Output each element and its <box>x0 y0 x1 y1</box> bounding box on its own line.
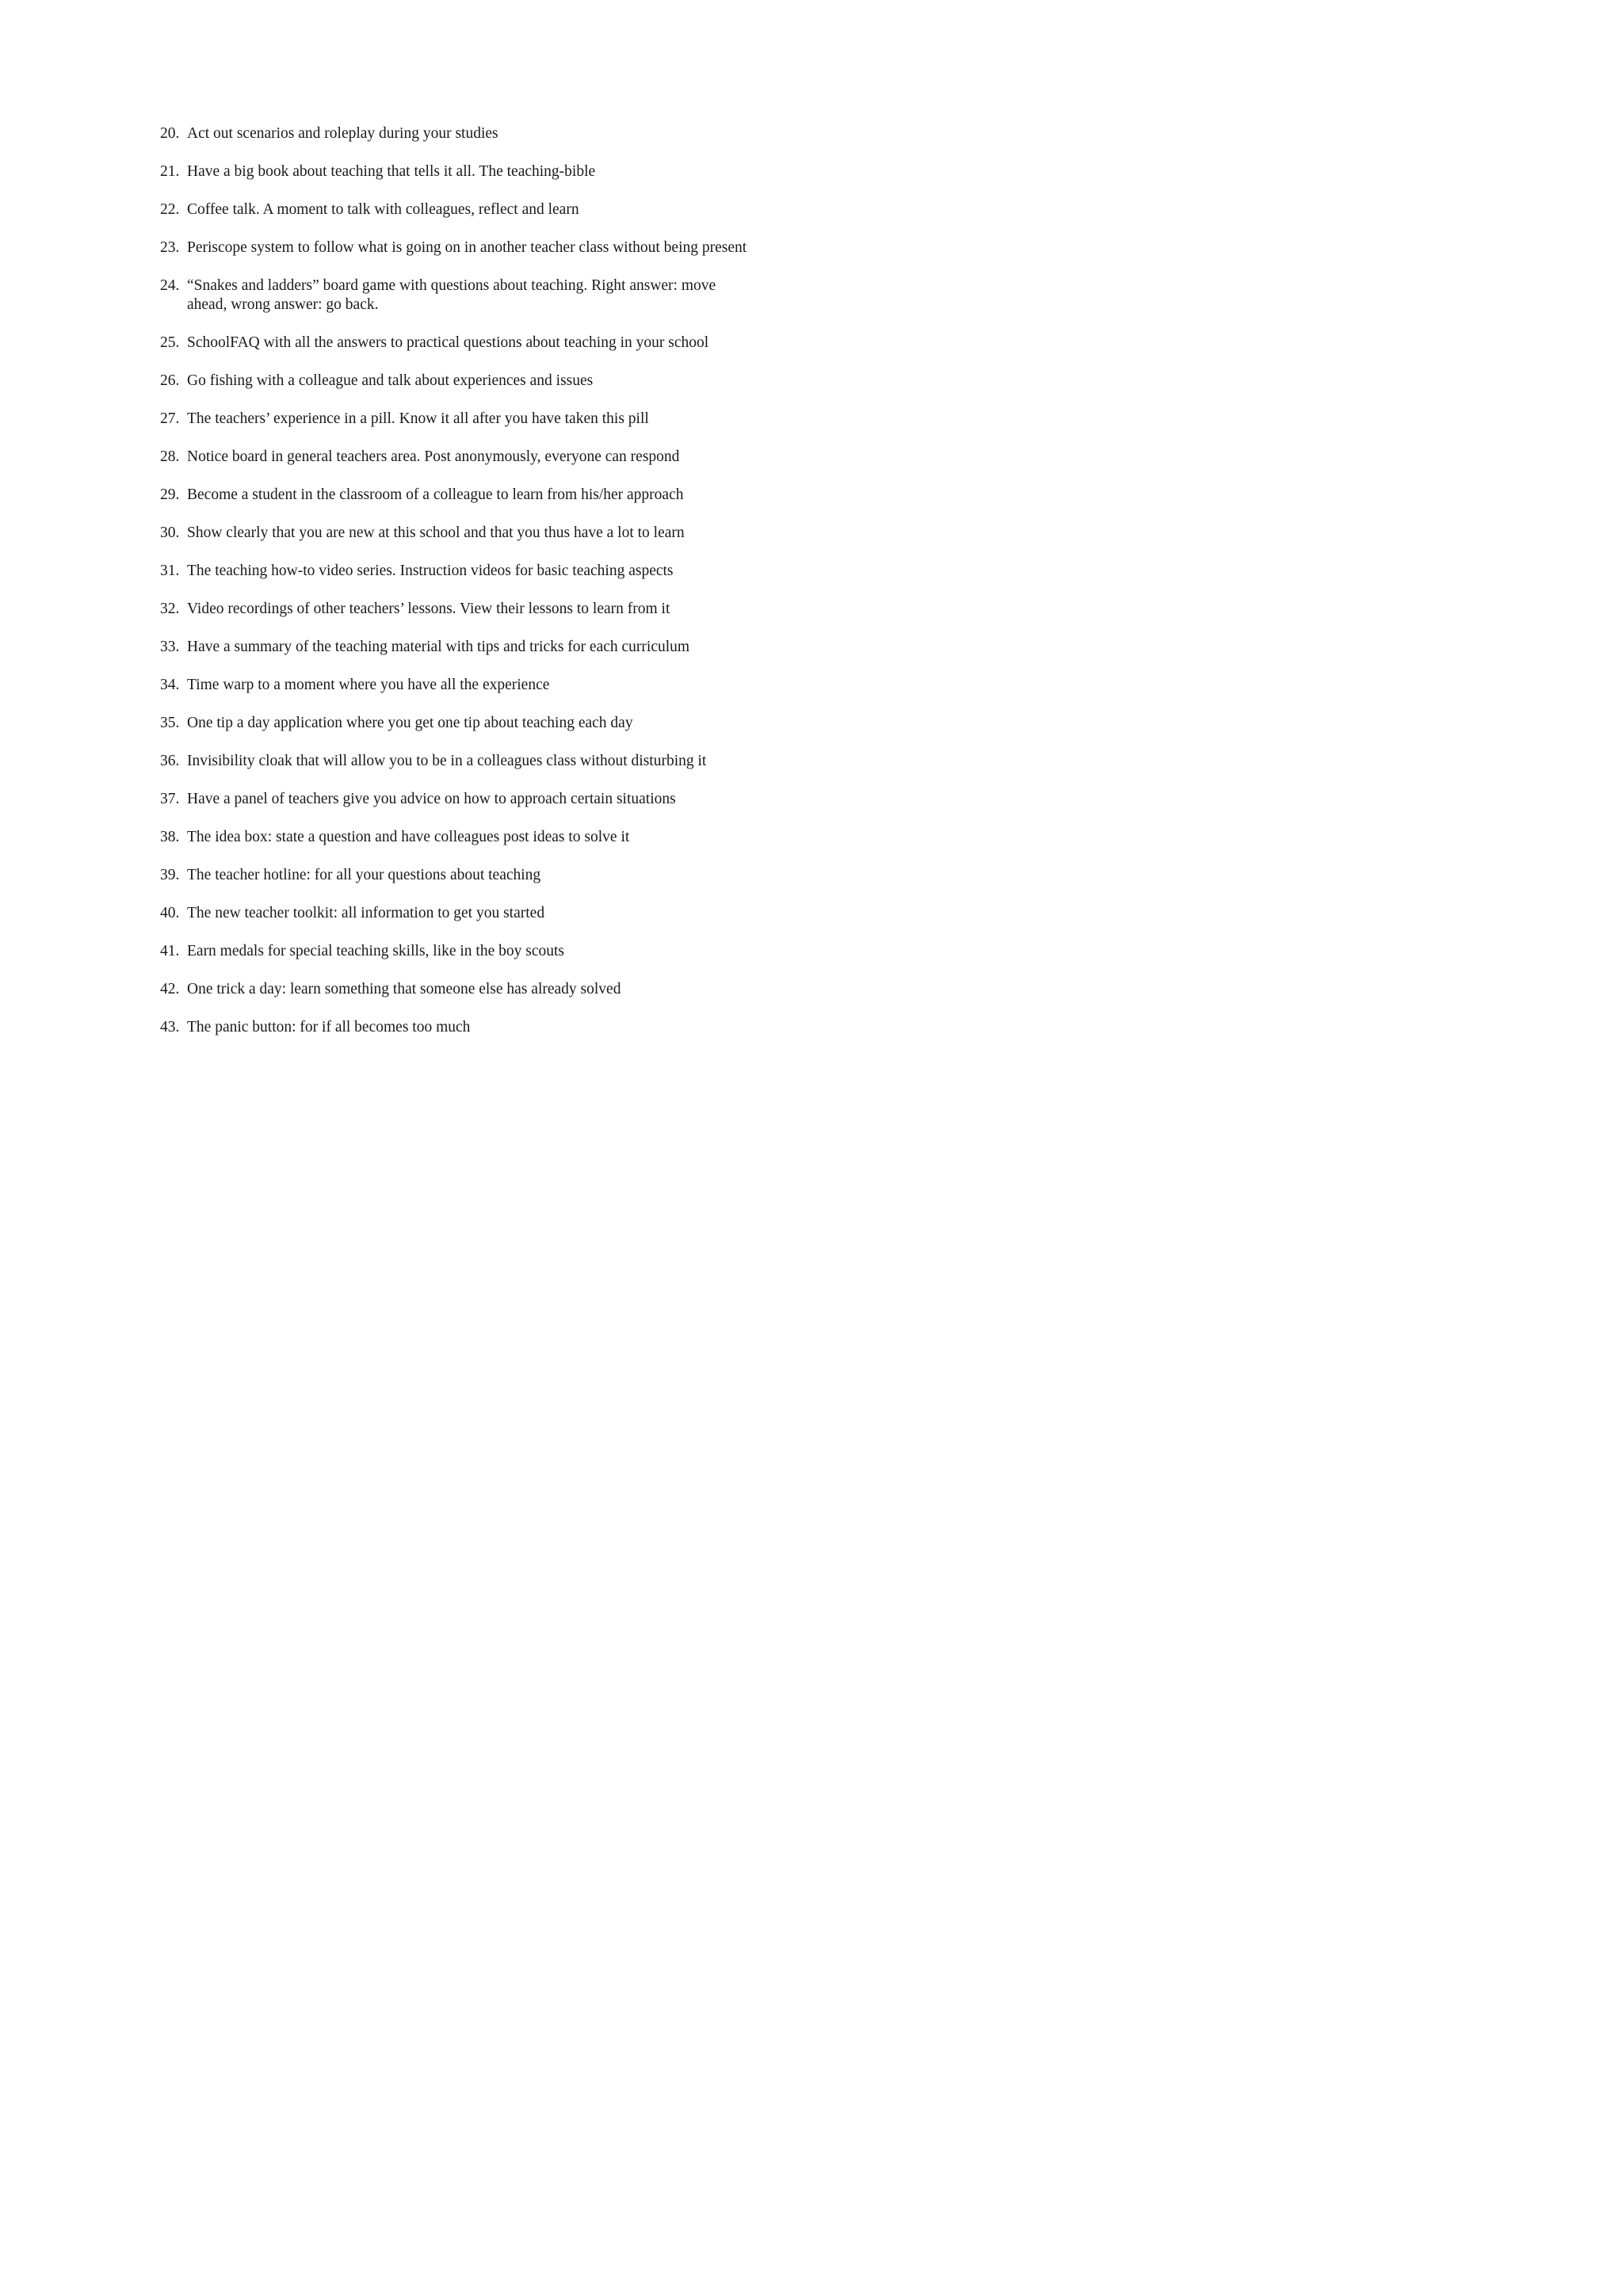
list-item <box>160 334 750 353</box>
list-item-number: 42. <box>160 981 180 997</box>
list-item-text: Periscope system to follow what is going on in another teacher class without being present <box>187 239 747 256</box>
list-item-text: Invisibility cloak that will allow you to be in a colleagues class without disturbing it <box>187 753 707 769</box>
list-item-number: 34. <box>160 677 180 693</box>
list-item <box>160 200 750 219</box>
list-item-text: “Snakes and ladders” board game with questions about teaching. Right answer: move ahead, wrong answer: go back. <box>187 277 716 313</box>
list-item-number: 31. <box>160 563 180 579</box>
list-item <box>160 600 750 619</box>
list-item-text: Have a summary of the teaching material with tips and tricks for each curriculum <box>187 639 690 655</box>
list-item-number: 21. <box>160 163 180 180</box>
list-item-text: SchoolFAQ with all the answers to practical questions about teaching in your school <box>187 334 709 351</box>
list-item-number: 28. <box>160 448 180 465</box>
list-item <box>160 448 750 467</box>
list-item-number: 36. <box>160 753 180 769</box>
list-item-text: Earn medals for special teaching skills, like in the boy scouts <box>187 943 565 959</box>
list-item-number: 20. <box>160 125 180 142</box>
list-item <box>160 904 750 923</box>
list-item-text: The idea box: state a question and have colleagues post ideas to solve it <box>187 829 630 845</box>
list-item <box>160 828 750 847</box>
list-item <box>160 124 750 143</box>
list-item-text: Have a panel of teachers give you advice on how to approach certain situations <box>187 791 676 807</box>
list-item-text: Notice board in general teachers area. Post anonymously, everyone can respond <box>187 448 680 465</box>
list-item-text: Video recordings of other teachers’ lessons. View their lessons to learn from it <box>187 601 670 617</box>
list-item-number: 32. <box>160 601 180 617</box>
list-item <box>160 372 750 391</box>
list-item <box>160 752 750 771</box>
list-item-number: 27. <box>160 410 180 427</box>
list-item <box>160 638 750 657</box>
list-item-number: 26. <box>160 372 180 389</box>
list-item-text: Coffee talk. A moment to talk with colleagues, reflect and learn <box>187 201 579 218</box>
list-item <box>160 562 750 581</box>
list-item-number: 29. <box>160 486 180 503</box>
ideas-list <box>160 124 750 1056</box>
list-item-number: 23. <box>160 239 180 256</box>
list-item <box>160 486 750 505</box>
list-item-number: 35. <box>160 715 180 731</box>
list-item-number: 33. <box>160 639 180 655</box>
document-page <box>0 0 873 1235</box>
list-item-text: The new teacher toolkit: all information to get you started <box>187 905 545 921</box>
list-item <box>160 410 750 429</box>
list-item-number: 39. <box>160 867 180 883</box>
list-item-text: Have a big book about teaching that tells it all. The teaching-bible <box>187 163 596 180</box>
list-item <box>160 866 750 885</box>
list-item-text: Time warp to a moment where you have all the experience <box>187 677 550 693</box>
list-item-number: 38. <box>160 829 180 845</box>
list-item-text: The panic button: for if all becomes too much <box>187 1019 471 1035</box>
list-item-number: 30. <box>160 524 180 541</box>
list-item-text: Show clearly that you are new at this school and that you thus have a lot to learn <box>187 524 685 541</box>
list-item-text: The teacher hotline: for all your questions about teaching <box>187 867 541 883</box>
list-item-number: 40. <box>160 905 180 921</box>
list-item-text: Go fishing with a colleague and talk about experiences and issues <box>187 372 594 389</box>
list-item-number: 37. <box>160 791 180 807</box>
list-item <box>160 714 750 733</box>
list-item-number: 25. <box>160 334 180 351</box>
list-item-number: 43. <box>160 1019 180 1035</box>
list-item <box>160 524 750 543</box>
list-item <box>160 790 750 809</box>
list-item-text: One tip a day application where you get one tip about teaching each day <box>187 715 633 731</box>
list-item-number: 22. <box>160 201 180 218</box>
list-item <box>160 676 750 695</box>
list-item-text: Act out scenarios and roleplay during your studies <box>187 125 498 142</box>
list-item <box>160 162 750 181</box>
list-item <box>160 980 750 999</box>
list-item <box>160 277 750 315</box>
list-item-number: 24. <box>160 277 180 294</box>
list-item-number: 41. <box>160 943 180 959</box>
list-item-text: The teachers’ experience in a pill. Know it all after you have taken this pill <box>187 410 649 427</box>
list-item-text: Become a student in the classroom of a colleague to learn from his/her approach <box>187 486 684 503</box>
list-item <box>160 238 750 257</box>
list-item <box>160 942 750 961</box>
list-item-text: One trick a day: learn something that someone else has already solved <box>187 981 621 997</box>
list-item <box>160 1018 750 1037</box>
list-item-text: The teaching how-to video series. Instruction videos for basic teaching aspects <box>187 563 674 579</box>
